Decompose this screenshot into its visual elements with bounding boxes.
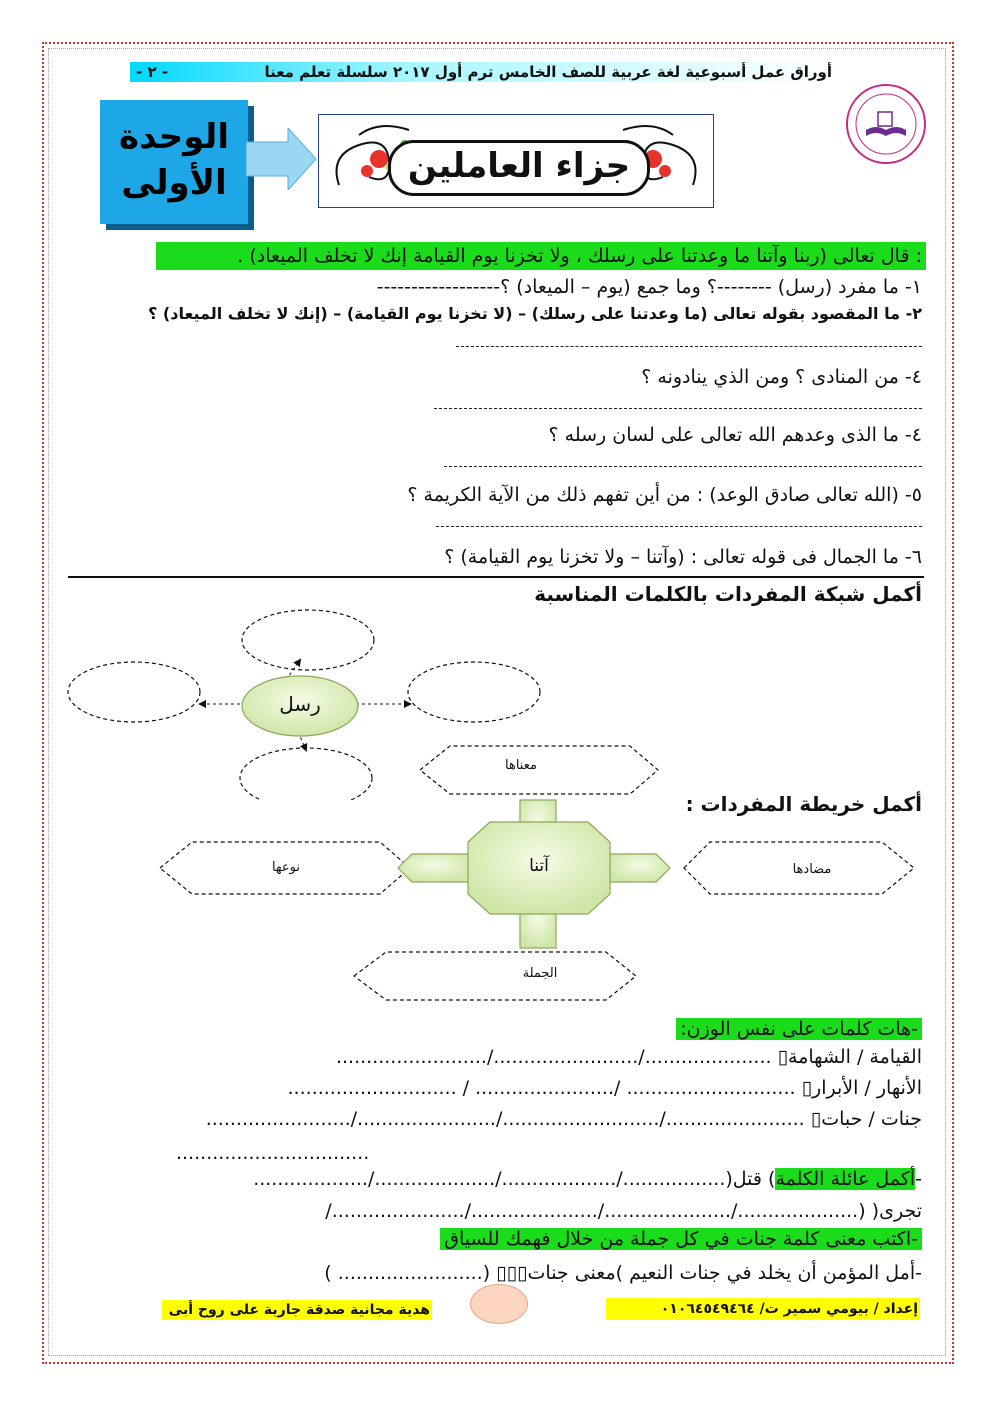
verse-highlight: : قال تعالى (ربنا وآتنا ما وعدتنا على رسلك ، ولا تخزنا يوم القيامة إنك لا تخلف الميعاد) . xyxy=(156,242,926,270)
rhyme-line-2: الأنهار / الأبرار▯ ............................ /....................... / ............................ xyxy=(287,1077,922,1099)
arrow-right-icon xyxy=(246,128,318,190)
decorative-oval xyxy=(470,1284,528,1324)
map-center-label: آتنا xyxy=(529,856,549,876)
question-1: ١- ما مفرد (رسل) --------؟ وما جمع (يوم – الميعاد) ؟------------------ xyxy=(376,276,922,298)
family-line-2: تجرى( (..................../...................../...................../....................../ xyxy=(325,1200,922,1222)
rhyme-title: -هات كلمات على نفس الوزن: xyxy=(676,1018,922,1040)
question-3: ٤- من المنادى ؟ ومن الذي ينادونه ؟ xyxy=(641,366,922,388)
header-title: أوراق عمل أسبوعية لغة عربية للصف الخامس ترم أول ٢٠١٧ سلسلة تعلم معنا xyxy=(264,63,832,81)
answer-line xyxy=(444,466,922,467)
vocab-net-center: رسل xyxy=(279,692,321,716)
slot-bottom xyxy=(354,952,636,1000)
section-divider xyxy=(68,576,924,578)
map-right-label: مضادها xyxy=(792,862,832,877)
answer-line xyxy=(434,408,922,409)
family-line-1 xyxy=(253,1168,922,1190)
footer-dedication: هدية مجانية صدقة جارية على روح أبى xyxy=(162,1300,432,1320)
family-label: أكمل عائلة الكلمة xyxy=(775,1168,916,1190)
header-strip xyxy=(130,62,836,82)
series-logo xyxy=(846,84,926,164)
empty-slot-top xyxy=(242,610,374,670)
question-5: ٥- (الله تعالى صادق الوعد) : من أين تفهم ذلك من الآية الكريمة ؟ xyxy=(407,484,922,506)
map-top-label: معناها xyxy=(505,758,537,773)
unit-box xyxy=(100,100,248,224)
family-line-1-tail: ) قتل(................./.................../..................../................... xyxy=(253,1168,776,1190)
rhyme-line-3: جنات / حبات▯ ......................./........................../......................./........................ xyxy=(205,1108,922,1130)
page-number: - ٢ - xyxy=(136,63,169,81)
question-2: ٢- ما المقصود بقوله تعالى (ما وعدتنا على رسلك) – (لا تخزنا يوم القيامة) – (إنك لا تخلف الميعاد) ؟ xyxy=(148,304,922,323)
meaning-line: -أمل المؤمن أن يخلد في جنات النعيم )معنى جنات▯▯▯ (........................ ) xyxy=(324,1262,922,1284)
unit-line-2: الأولى xyxy=(121,163,227,203)
vocab-map-title: أكمل خريطة المفردات : xyxy=(685,792,922,816)
question-6: ٦- ما الجمال فى قوله تعالى : (وآتنا – ولا تخزنا يوم القيامة) ؟ xyxy=(444,546,922,568)
answer-line xyxy=(436,526,922,527)
footer-author: إعداد / بيومي سمير ت/ ٠١٠٦٤٥٤٩٤٦٤ xyxy=(606,1298,920,1320)
meaning-title: -اكتب معنى كلمة جنات في كل جملة من خلال فهمك للسياق xyxy=(440,1228,922,1250)
family-prefix: - xyxy=(915,1168,922,1190)
empty-slot-left xyxy=(68,662,200,722)
rhyme-dots: ................................ xyxy=(176,1142,370,1164)
lesson-title: جزاء العاملين xyxy=(388,140,650,196)
answer-line xyxy=(456,346,922,347)
map-bottom-label: الجملة xyxy=(522,966,558,981)
empty-slot-right xyxy=(408,662,540,722)
unit-line-1: الوحدة xyxy=(119,117,229,157)
question-4: ٤- ما الذى وعدهم الله تعالى على لسان رسله ؟ xyxy=(548,424,922,446)
rhyme-line-1: القيامة / الشهامة▯ ...................../......................../......................... xyxy=(335,1046,922,1068)
book-icon xyxy=(848,86,924,162)
vocab-net-title: أكمل شبكة المفردات بالكلمات المناسبة xyxy=(534,582,922,606)
map-left-label: نوعها xyxy=(271,860,301,875)
